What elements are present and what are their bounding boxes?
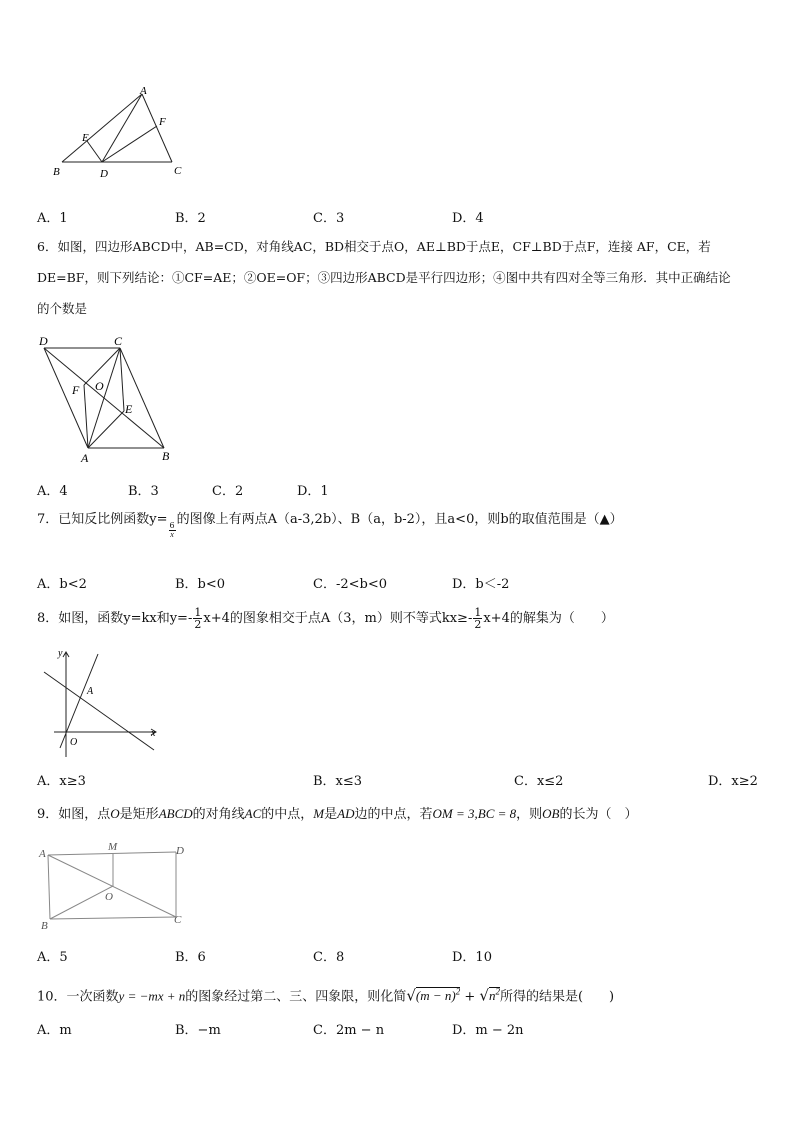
q6-option-d[interactable]: D．1 [297, 484, 329, 499]
q8-text-a: 8．如图，函数y=kx和y=- [37, 611, 193, 626]
q8-question [37, 607, 614, 630]
q5-option-c[interactable]: C．3 [313, 211, 345, 226]
q6-text-line1: 6．如图，四边形ABCD中，AB=CD，对角线AC，BD相交于点O，AE⊥BD于点E，CF⊥BD于点F，连接 AF，CE，若 [37, 239, 711, 254]
q7-frac-num: 6 [169, 521, 175, 530]
q8-option-c[interactable]: C．x≤2 [514, 774, 564, 789]
q8-frac2-num: 1 [474, 606, 482, 619]
q8-option-b[interactable]: B．x≤3 [313, 774, 363, 789]
q6-quadrilateral-figure [30, 328, 190, 468]
q9-text-h: 的长为（ ） [559, 807, 638, 822]
q8-fraction-1 [193, 607, 202, 630]
q5-option-b[interactable]: B．2 [175, 211, 206, 226]
q7-option-d[interactable]: D．b＜-2 [452, 577, 510, 592]
q8-frac1-num: 1 [194, 606, 202, 619]
q7-frac-den: x [170, 530, 174, 539]
q6-option-a[interactable]: A．4 [37, 484, 68, 499]
q9-text-d: 的中点， [261, 807, 314, 822]
q8-fraction-2 [473, 607, 482, 630]
label-C: C [114, 334, 123, 348]
q10-text-b: 的图象经过第二、三、四象限，则化简 [185, 989, 407, 1005]
label-A: A [140, 85, 147, 97]
label-y: y [58, 648, 63, 659]
q10-radical-1: $√(m - n)^2$ [406, 986, 461, 1005]
q8-option-d[interactable]: D．x≥2 [708, 774, 758, 789]
q10-rad1-text: (m − n) [415, 988, 456, 1004]
label-C: C [174, 165, 182, 177]
q7-option-c[interactable]: C．-2<b<0 [313, 577, 387, 592]
q9-text-e: 是 [324, 807, 338, 822]
q5-triangle-figure [40, 82, 200, 182]
q9-option-a[interactable]: A．5 [37, 950, 68, 965]
q10-option-c[interactable]: C．2m − n [313, 1023, 385, 1038]
q9-rectangle-figure [36, 838, 196, 934]
q9-text-b: 是矩形 [119, 807, 159, 822]
q10-rad2-body [489, 987, 500, 1003]
q8-graph-figure [36, 642, 166, 762]
label-x: x [151, 728, 156, 739]
q9-option-c[interactable]: C．8 [313, 950, 345, 965]
label-A: A [81, 451, 89, 465]
label-O: O [105, 891, 113, 903]
label-E: E [125, 402, 133, 416]
q9-option-b[interactable]: B．6 [175, 950, 206, 965]
q10-text-c: 所得的结果是( ) [499, 989, 615, 1005]
q8-text-c: x+4的解集为（ ） [483, 611, 614, 626]
label-C: C [174, 914, 182, 926]
q9-AD: AD [337, 806, 355, 821]
q10-rad2-text: n [488, 988, 496, 1004]
q9-text-f: 边的中点，若 [354, 807, 433, 822]
q5-option-d[interactable]: D．4 [452, 211, 484, 226]
q10-rad1-exp: 2 [455, 987, 461, 997]
q9-ABCD: ABCD [158, 806, 193, 821]
q9-text-g: ，则 [516, 807, 543, 822]
q8-text-b: x+4的图象相交于点A（3，m）则不等式kx≥- [203, 611, 473, 626]
q9-condition: OM = 3,BC = 8 [432, 806, 517, 821]
label-D: D [176, 845, 184, 857]
q6-option-b[interactable]: B．3 [128, 484, 159, 499]
q9-M: M [313, 806, 325, 821]
q10-rad2-exp: 2 [495, 987, 500, 997]
q9-text-c: 的对角线 [192, 807, 245, 822]
q5-option-a[interactable]: A．1 [37, 211, 68, 226]
label-M: M [108, 841, 118, 853]
q6-text-line3: 的个数是 [37, 301, 88, 316]
q7-text-b: 的图像上有两点A（a-3,2b）、B（a，b-2），且a<0，则b的取值范围是（▲） [176, 512, 623, 527]
label-F: F [159, 116, 166, 128]
label-A: A [87, 686, 94, 697]
q9-text-a: 9．如图，点 [37, 807, 111, 822]
q9-O: O [110, 806, 120, 821]
q10-rad1-body [416, 987, 460, 1003]
label-A: A [39, 848, 46, 860]
q7-question [37, 511, 623, 539]
q7-fraction [169, 522, 176, 539]
q10-plus: + [460, 989, 480, 1005]
q7-option-b[interactable]: B．b<0 [175, 577, 226, 592]
q9-option-d[interactable]: D．10 [452, 950, 492, 965]
q9-question [37, 805, 638, 824]
label-O: O [95, 379, 104, 393]
q7-option-a[interactable]: A．b<2 [37, 577, 87, 592]
q8-frac2-den: 2 [474, 618, 482, 631]
q10-radical-2: $√n^2$ [479, 986, 500, 1005]
q10-text-a: 10．一次函数 [37, 989, 119, 1005]
q9-OB: OB [542, 806, 560, 821]
q6-option-c[interactable]: C．2 [212, 484, 244, 499]
label-F: F [72, 383, 80, 397]
q7-text-a: 7．已知反比例函数y= [37, 512, 168, 527]
q10-question [37, 983, 614, 1006]
label-O: O [70, 737, 78, 748]
label-D: D [100, 168, 108, 180]
label-E: E [82, 132, 89, 144]
q10-option-b[interactable]: B．−m [175, 1023, 221, 1038]
q8-frac1-den: 2 [194, 618, 202, 631]
q9-AC: AC [244, 806, 262, 821]
label-D: D [39, 334, 48, 348]
label-B: B [53, 166, 60, 178]
q10-function: y = −mx + n [118, 988, 186, 1004]
q8-option-a[interactable]: A．x≥3 [37, 774, 86, 789]
label-B: B [41, 920, 48, 932]
q6-text-line2: DE=BF，则下列结论：①CF=AE；②OE=OF；③四边形ABCD是平行四边形；④图中共有四对全等三角形．其中正确结论 [37, 270, 731, 285]
label-B: B [162, 449, 170, 463]
q10-option-a[interactable]: A．m [37, 1023, 72, 1038]
q10-option-d[interactable]: D．m − 2n [452, 1023, 524, 1038]
